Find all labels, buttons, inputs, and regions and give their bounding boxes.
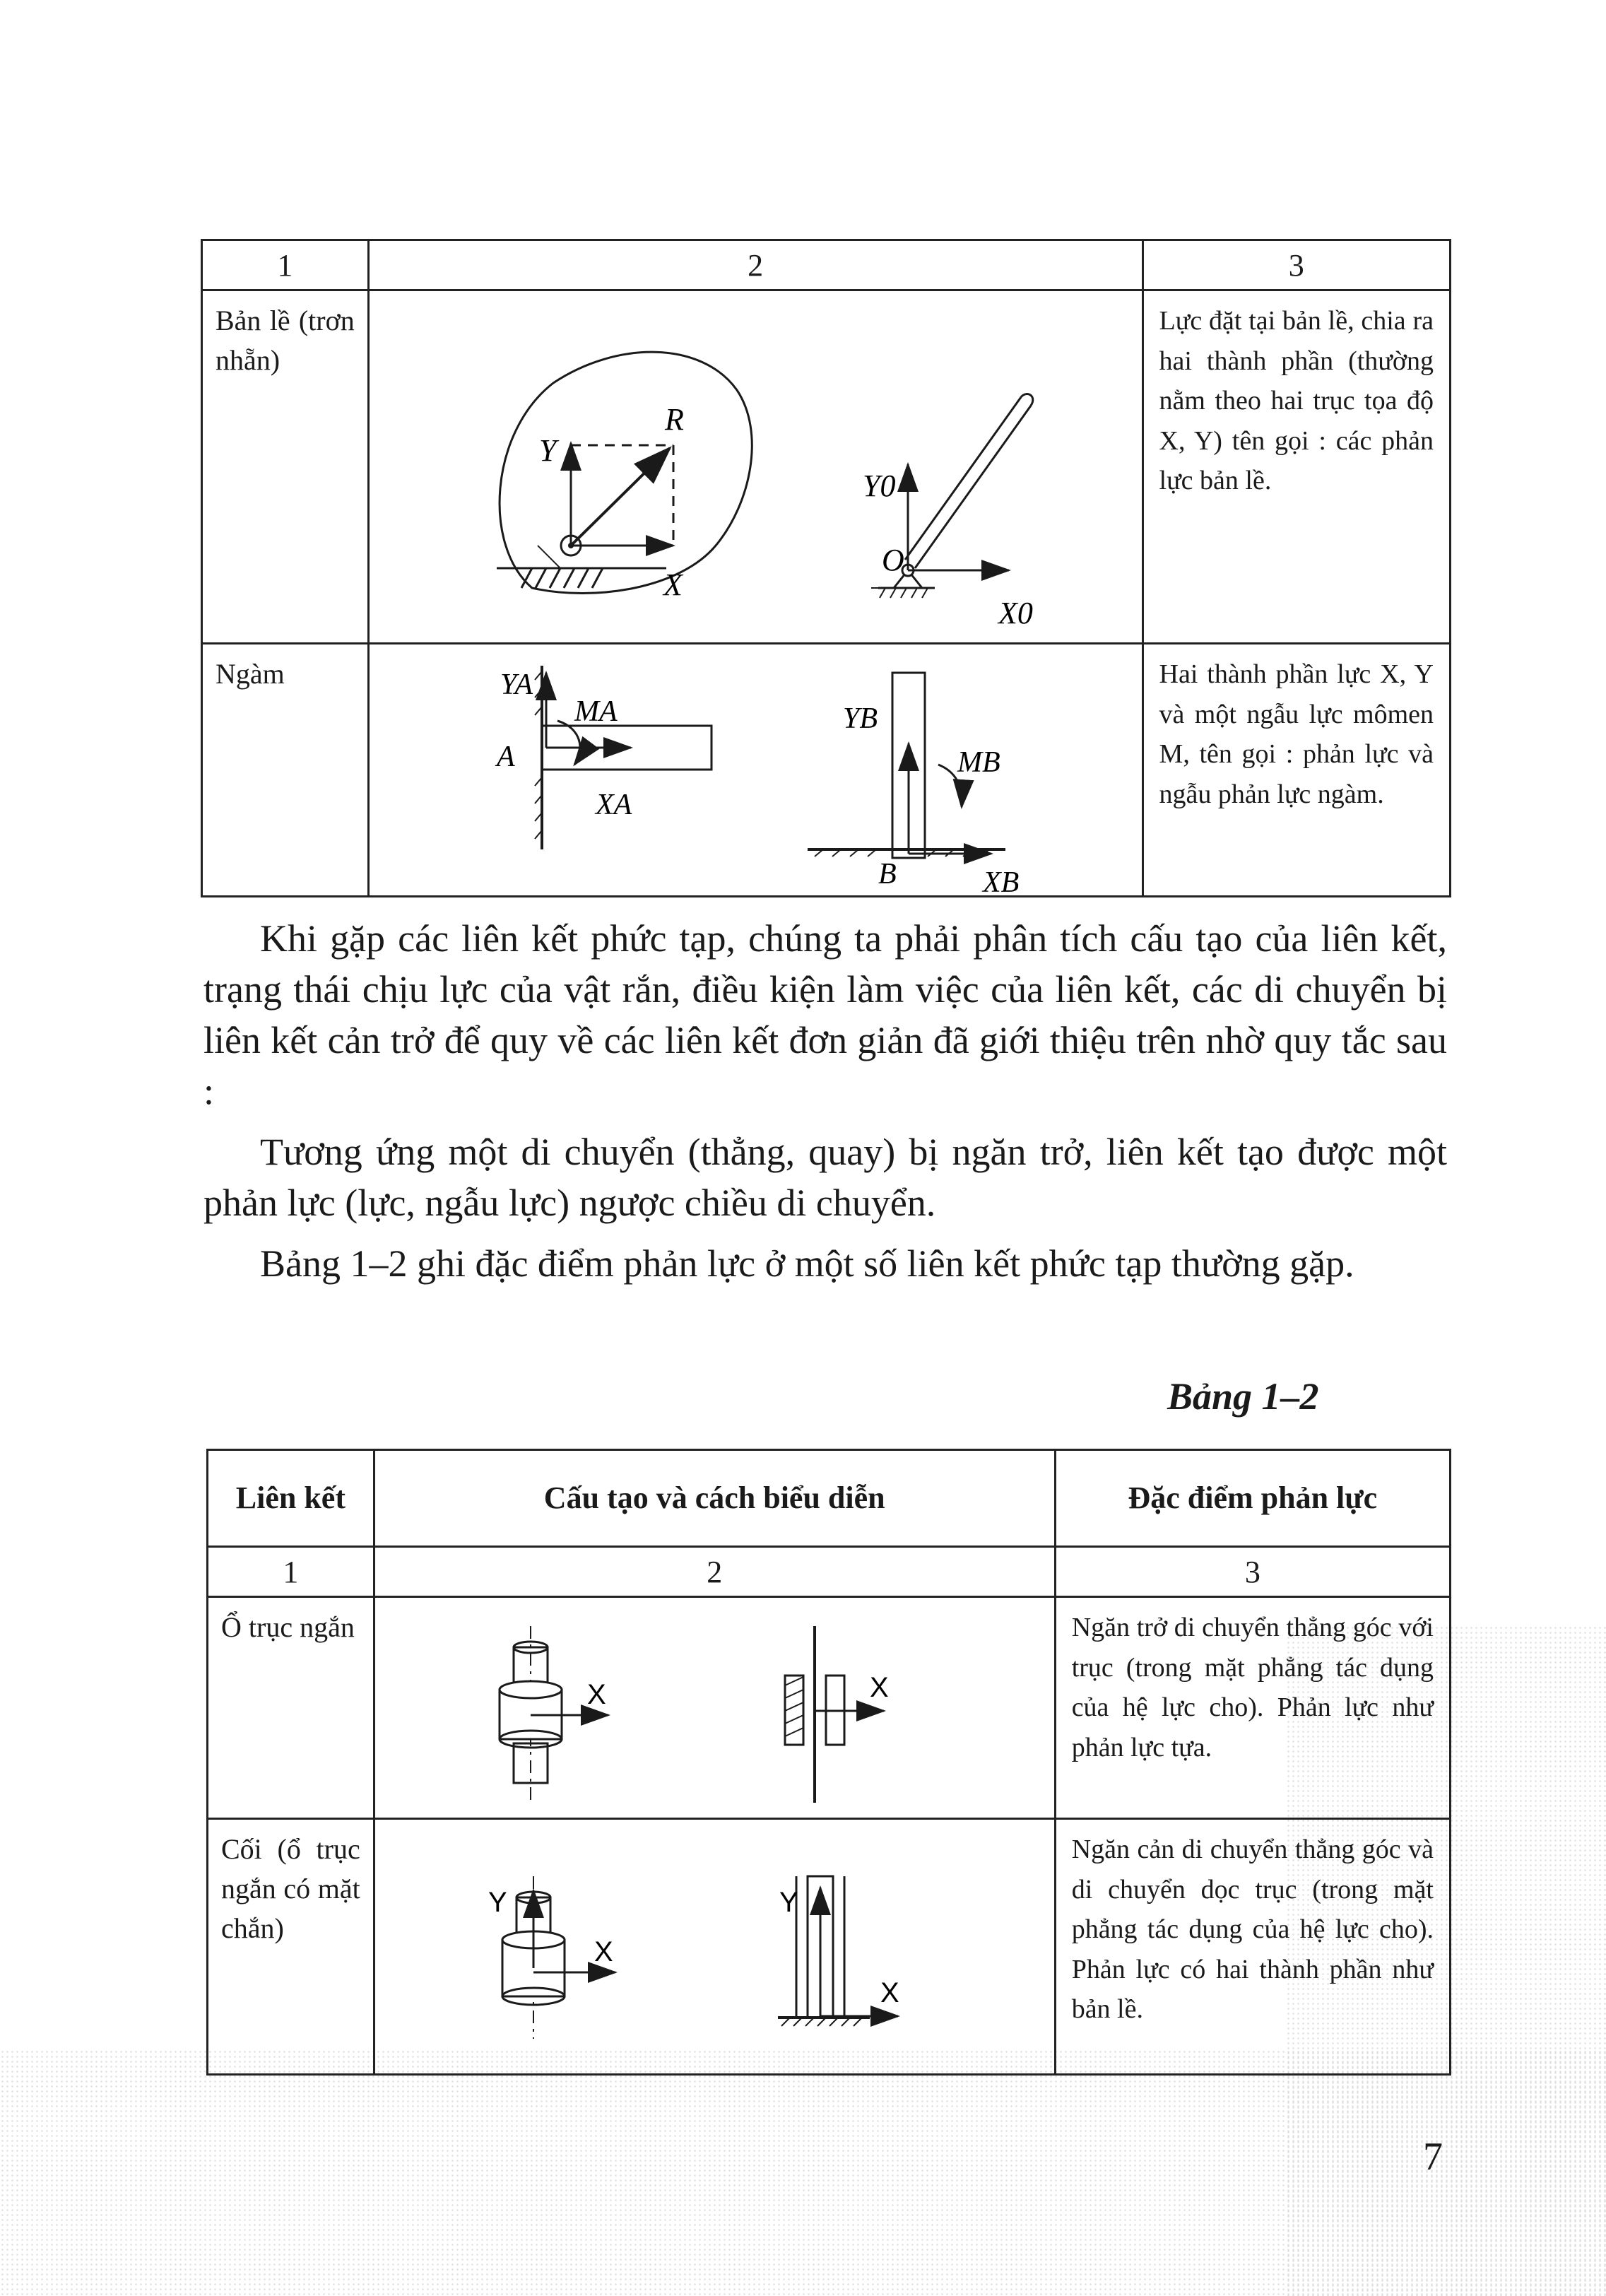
- col-number: 2: [374, 1547, 1055, 1597]
- label-x0: X0: [998, 596, 1033, 630]
- row-name: Ổ trục ngắn: [208, 1597, 374, 1819]
- table-2-number-row: [208, 1547, 1451, 1597]
- column-header: Cấu tạo và cách biểu diễn: [374, 1450, 1055, 1547]
- label-yb: YB: [842, 702, 878, 735]
- table-2: [206, 1449, 1451, 2076]
- label-x: X: [880, 1977, 899, 2008]
- body-text: [203, 913, 1447, 1289]
- label-r: R: [664, 402, 684, 437]
- hinge-figure-cell: [368, 290, 1142, 644]
- label-xa: XA: [595, 789, 632, 821]
- label-xb: XB: [982, 866, 1020, 897]
- scan-noise: [0, 2049, 1606, 2296]
- label-ya: YA: [500, 669, 533, 701]
- label-mb: MB: [957, 746, 1000, 779]
- label-ma: MA: [574, 695, 618, 728]
- reaction-description: Lực đặt tại bản lề, chia ra hai thành phần (thường nằm theo hai trục tọa độ X, Y) tên gọi : các phản lực bản lề.: [1142, 290, 1450, 644]
- reaction-description: Hai thành phần lực X, Y và một ngẫu lực mômen M, tên gọi : phản lực và ngẫu phản lực ngàm.: [1142, 644, 1450, 897]
- table-2-header-row: [208, 1450, 1451, 1547]
- label-x: X: [586, 1679, 606, 1710]
- table-row: [202, 644, 1451, 897]
- col-number: 1: [208, 1547, 374, 1597]
- paragraph: Tương ứng một di chuyển (thẳng, quay) bị ngăn trở, liên kết tạo được một phản lực (lực, ngẫu lực) ngược chiều di chuyển.: [203, 1131, 1447, 1224]
- paragraph: Khi gặp các liên kết phức tạp, chúng ta phải phân tích cấu tạo của liên kết, trạng thái chịu lực của vật rắn, điều kiện làm việc của liên kết, các di chuyển bị liên kết cản trở để quy về các liên kết đơn giản đã giới thiệu trên nhờ quy tắc sau :: [203, 917, 1447, 1112]
- table-row: [208, 1597, 1451, 1819]
- label-o: O: [881, 543, 904, 577]
- table-1: [201, 239, 1451, 897]
- label-x: X: [663, 567, 683, 602]
- thrust-bearing-diagram: [375, 1820, 1058, 2076]
- fixed-support-diagram: [370, 644, 1145, 897]
- label-a: A: [496, 741, 515, 773]
- fixed-support-figure-cell: [368, 644, 1142, 897]
- row-name: Bản lề (trơn nhẵn): [202, 290, 369, 644]
- column-header: Liên kết: [208, 1450, 374, 1547]
- row-name: Ngàm: [202, 644, 369, 897]
- row-name: Cối (ổ trục ngắn có mặt chắn): [208, 1819, 374, 2075]
- col-number: 2: [368, 240, 1142, 290]
- column-header: Đặc điểm phản lực: [1055, 1450, 1450, 1547]
- hinge-diagram: [370, 291, 1145, 644]
- col-number: 1: [202, 240, 369, 290]
- page-number: 7: [1423, 2135, 1443, 2179]
- label-x: X: [594, 1936, 613, 1967]
- table-caption: Bảng 1–2: [1167, 1375, 1319, 1418]
- table-row: [208, 1819, 1451, 2075]
- label-y: Y: [779, 1887, 798, 1918]
- label-b: B: [878, 858, 897, 890]
- label-y: Y: [538, 433, 557, 468]
- col-number: 3: [1142, 240, 1450, 290]
- short-bearing-diagram: [375, 1598, 1058, 1820]
- label-y: Y: [488, 1887, 507, 1918]
- reaction-description: Ngăn cản di chuyển thẳng góc và di chuyển dọc trục (trong mặt phẳng tác dụng của hệ lực cho). Phản lực có hai thành phần như bản lề.: [1055, 1819, 1450, 2075]
- col-number: 3: [1055, 1547, 1450, 1597]
- thrust-bearing-figure-cell: [374, 1819, 1055, 2075]
- table-row: [202, 290, 1451, 644]
- table-1-number-row: [202, 240, 1451, 290]
- paragraph: Bảng 1–2 ghi đặc điểm phản lực ở một số liên kết phức tạp thường gặp.: [260, 1242, 1354, 1285]
- label-y0: Y0: [862, 469, 896, 503]
- label-x: X: [869, 1672, 889, 1703]
- short-bearing-figure-cell: [374, 1597, 1055, 1819]
- reaction-description: Ngăn trở di chuyển thẳng góc với trục (trong mặt phẳng tác dụng của hệ lực cho). Phản lực như phản lực tựa.: [1055, 1597, 1450, 1819]
